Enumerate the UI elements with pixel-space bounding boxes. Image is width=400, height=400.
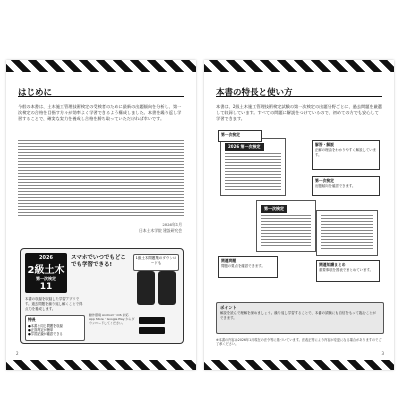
badge-title: 2級土木: [27, 265, 65, 276]
point-title: ポイント: [220, 305, 237, 310]
badge-count: 11: [39, 282, 53, 292]
feature-item: ●本書と同じ問題を収録: [28, 324, 63, 328]
signature-author: 日本土木学院 建設研究会: [139, 228, 182, 233]
sample-label: 第一次検定: [261, 205, 287, 213]
app-badge: [25, 253, 67, 293]
callout-text: 重要事項を図表でまとめています。: [319, 268, 373, 272]
page-number: 3: [381, 351, 384, 356]
callout-text: 問題の要点を確認できます。: [221, 264, 265, 268]
callout-3: [312, 176, 380, 196]
callout-2: [312, 140, 380, 170]
right-page-header: [216, 80, 382, 97]
left-page-header: [18, 80, 184, 97]
callout-4: [218, 256, 278, 278]
sample-lines: [321, 215, 373, 251]
sample-page-2: [256, 200, 316, 252]
left-page: [6, 60, 196, 370]
sample-label: 2026 第一次検定: [225, 143, 264, 151]
callout-title: 第一次検定: [221, 132, 240, 137]
store-info: 動作環境 Android・iOS 対応 App Store・Google Play からダウンロードしてください。: [89, 313, 135, 325]
callout-title: 関連問題: [221, 258, 237, 263]
phone-image-2: [158, 271, 176, 305]
google-play-badge[interactable]: [139, 327, 165, 334]
right-page: [204, 60, 394, 370]
sample-page-3: [316, 210, 378, 256]
top-hazard-stripe: [6, 60, 196, 72]
features-title: 特長: [28, 317, 36, 322]
header-title: 本書の特長と使い方: [216, 88, 293, 98]
app-store-badge[interactable]: [139, 317, 165, 324]
callout-title: 第一次検定: [315, 178, 334, 183]
point-text: 解説を読んで理解を深めましょう。繰り返し学習することで、本番の試験にも自信をもって臨むことができます。: [220, 311, 376, 320]
feature-item: ●学習記録が確認できる: [28, 332, 63, 337]
callout-title: 解答・解説: [315, 142, 334, 147]
badge-subtitle: 第一次検定: [36, 276, 56, 281]
footnote: ※本書の内容は2026年1月現在の法令等に基づいています。法改正等により内容が変更になる場合がありますのでご了承ください。: [216, 338, 382, 347]
top-hazard-stripe: [204, 60, 394, 72]
signature-date: 2026年1月: [162, 222, 182, 227]
header-title: はじめに: [18, 88, 53, 98]
advert-title: スマホでいつでもどこでも学習できる!: [71, 255, 126, 268]
app-advert: [20, 248, 184, 344]
body-text-lines: [18, 140, 184, 218]
book-spread: [0, 60, 400, 370]
intro-paragraph: 本書は、2級土木施工管理技術検定試験の第一次検定の出題分野ごとに、過去問題を厳選して収録しています。すべての問題に解説をつけているので、初めての方でも安心して学習できます。: [216, 104, 382, 121]
intro-paragraph: 今般の本書は、土木施工管理技術検定の受検者のために最新の出題傾向を分析し、第一次検定の合格を目指す方々が効率よく学習できるよう構成しました。本書を繰り返し学習することで、確実な実力を養成し合格を勝ち取っていただければ幸いです。: [18, 104, 182, 121]
callout-text: 出題傾向を確認できます。: [315, 184, 356, 188]
sample-lines: [225, 153, 281, 191]
callout-title: 関連知識まとめ: [319, 262, 346, 267]
sample-lines: [261, 215, 311, 247]
callout-text: 正解の理由をわかりやすく解説しています。: [315, 148, 377, 157]
bottom-hazard-stripe: [204, 360, 394, 370]
phone-image-1: [137, 271, 155, 305]
callout-5: [316, 260, 380, 282]
sample-page-1: [220, 138, 286, 196]
advert-body: 本書の収録を収録した学習アプリです。過去問題を繰り返し解くことで得点力を養成します。: [25, 297, 83, 311]
callout-1: [218, 130, 262, 142]
page-number: 2: [16, 351, 19, 356]
badge-year: 2026: [39, 255, 53, 261]
point-box: [216, 302, 384, 334]
bottom-hazard-stripe: [6, 360, 196, 370]
features-box: [25, 315, 85, 341]
download-note: 1級土木問題集のダウンロードも: [133, 254, 179, 271]
feature-item: ●正誤判定が簡単: [28, 328, 54, 333]
